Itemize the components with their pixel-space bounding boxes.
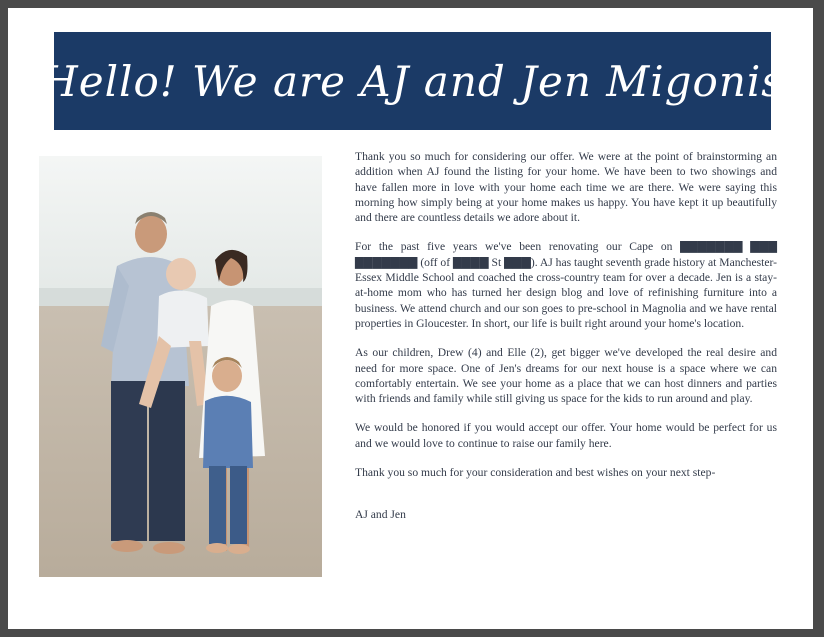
letter-paragraph-2: For the past five years we've been renovating our Cape on ▇▇▇▇▇▇▇ ▇▇▇ ▇▇▇▇▇▇▇ (off of ▇▇▇▇ St ▇▇▇). AJ has taught seventh grade history at Manchester-Essex Middle School and coached the cross-country team for over a decade. Jen is a stay-at-home mom who has turned her design blog and love of refinishing furniture into a business. We attend church and our son goes to pre-school in Magnolia and we have rental properties in Gloucester. In short, our life is built right around your home's location.: [355, 240, 777, 330]
family-photo-illustration: [39, 156, 322, 577]
header-banner: [41, 32, 784, 130]
letter-closing: Thank you so much for your consideration and best wishes on your next step-: [355, 466, 716, 480]
letter-paragraph-1: Thank you so much for considering our offer. We were at the point of brainstorming an addition when AJ found the listing for your home. We have been to two showings and have fallen more in love with your home each time we are there. We were saying this morning how simply being at your home makes us happy. You have kept it up beautifully and there are countless details we adore about it.: [355, 150, 777, 225]
letter-page: [8, 8, 813, 629]
letter-paragraph-4: We would be honored if you would accept our offer. Your home would be perfect for us and we would love to continue to raise our family here.: [355, 421, 777, 450]
page-title: Hello! We are AJ and Jen Migonis: [41, 56, 784, 106]
letter-paragraph-3: As our children, Drew (4) and Elle (2), get bigger we've developed the real desire and need for more space. One of Jen's dreams for our next house is a space where we can comfortably entertain. We see your home as a place that we can host dinners and parties with friends and family while still giving us space for the kids to run around and play.: [355, 346, 777, 406]
letter-body: [355, 149, 777, 537]
letter-signature: AJ and Jen: [355, 508, 406, 522]
family-photo: [39, 156, 322, 577]
